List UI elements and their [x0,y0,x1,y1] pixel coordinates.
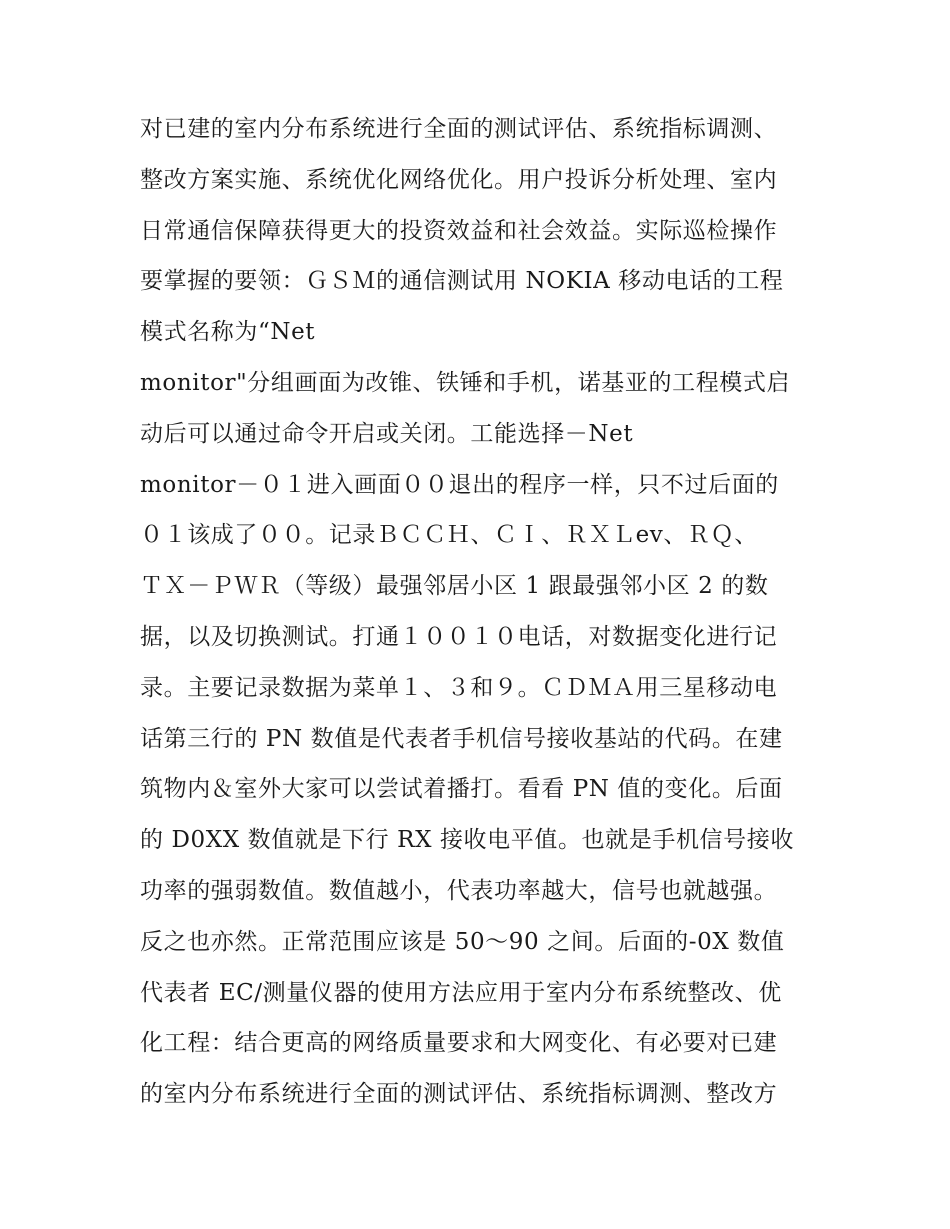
text-line-18: 代表者 EC/测量仪器的使用方法应用于室内分布系统整改、优 [140,979,782,1006]
text-line-8: monitor－０１进入画面００退出的程序一样，只不过后面的 [140,471,779,498]
text-line-16: 功率的强弱数值。数值越小，代表功率越大，信号也就越强。 [140,877,778,904]
text-line-20: 的室内分布系统进行全面的测试评估、系统指标调测、整改方 [140,1081,778,1108]
text-line-13: 话第三行的 PN 数值是代表者手机信号接收基站的代码。在建 [140,725,783,752]
text-line-9: ０１该成了００。记录ＢＣＣＨ、ＣＩ、ＲＸＬev、ＲＱ、 [140,522,758,549]
text-line-11: 据，以及切换测试。打通１００１０电话，对数据变化进行记 [140,623,778,650]
text-line-12: 录。主要记录数据为菜单１、３和９。ＣＤＭＡ用三星移动电 [140,674,778,701]
text-line-14: 筑物内＆室外大家可以尝试着播打。看看 PN 值的变化。后面 [140,776,783,803]
text-line-2: 整改方案实施、系统优化网络优化。用户投诉分析处理、室内 [140,166,778,193]
text-line-1: 对已建的室内分布系统进行全面的测试评估、系统指标调测、 [140,116,778,142]
text-line-4: 要掌握的要领：ＧＳＭ的通信测试用 NOKIA 移动电话的工程 [140,268,784,295]
text-line-7: 动后可以通过命令开启或关闭。工能选择－Net [140,420,634,447]
text-line-19: 化工程：结合更高的网络质量要求和大网变化、有必要对已建 [140,1030,778,1057]
text-line-5: 模式名称为“Net [140,319,316,346]
text-line-6: monitor"分组画面为改锥、铁锤和手机，诺基亚的工程模式启 [140,369,791,396]
text-line-10: ＴＸ－ＰＷＲ（等级）最强邻居小区 1 跟最强邻小区 2 的数 [140,573,769,600]
text-line-17: 反之也亦然。正常范围应该是 50～90 之间。后面的-0X 数值 [140,928,785,955]
text-line-15: 的 D0XX 数值就是下行 RX 接收电平值。也就是手机信号接收 [140,827,794,854]
body-paragraph [140,104,830,1120]
text-line-3: 日常通信保障获得更大的投资效益和社会效益。实际巡检操作 [140,217,778,244]
